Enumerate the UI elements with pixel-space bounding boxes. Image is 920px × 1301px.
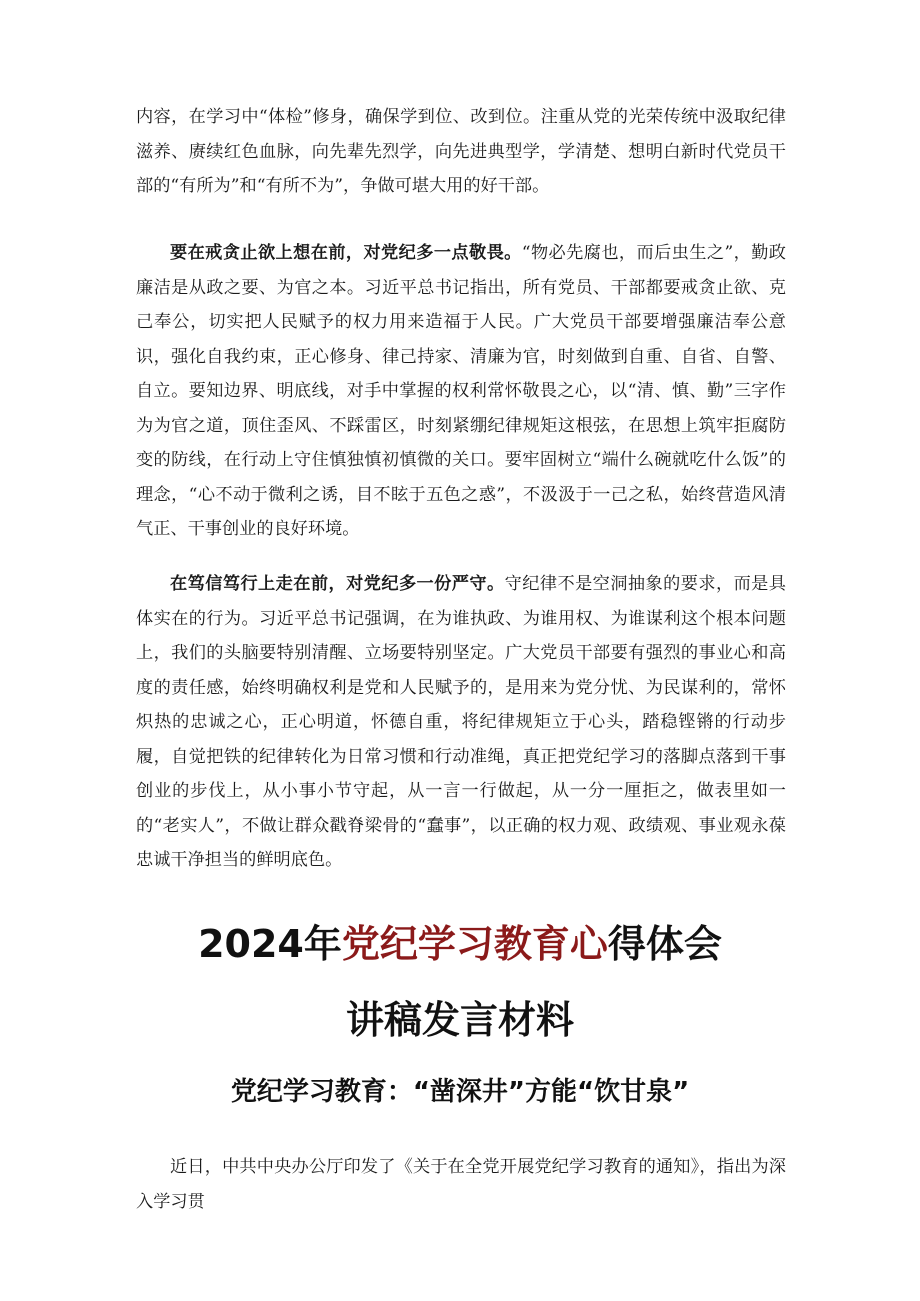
paragraph-body: 守纪律不是空洞抽象的要求，而是具体实在的行为。习近平总书记强调，在为谁执政、为谁用权、为谁谋利这个根本问题上，我们的头脑要特别清醒、立场要特别坚定。广大党员干部要有强烈的事业心和高度的责任感，始终明确权利是党和人民赋予的，是用来为党分忧、为民谋利的，常怀炽热的忠诚之心，正心明道，怀德自重，将纪律规矩立于心头，踏稳铿锵的行动步履，自觉把铁的纪律转化为日常习惯和行动准绳，真正把党纪学习的落脚点落到干事创业的步伐上，从小事小节守起，从一言一行做起，从一分一厘拒之，做表里如一的“老实人”，不做让群众戳脊梁骨的“蠢事”，以正确的权力观、政绩观、事业观永葆忠诚干净担当的鲜明底色。 [136, 574, 786, 870]
paragraph-lead: 要在戒贪止欲上想在前，对党纪多一点敬畏。 [170, 243, 522, 263]
document-title-line1 [0, 918, 920, 970]
paragraph-lead: 在笃信笃行上走在前，对党纪多一份严守。 [170, 574, 505, 594]
paragraph-awe-discipline [136, 236, 786, 547]
title-prefix: 2024年 [198, 922, 342, 966]
paragraph-body: “物必先腐也，而后虫生之”，勤政廉洁是从政之要、为官之本。习近平总书记指出，所有党员、干部都要戒贪止欲、克己奉公，切实把人民赋予的权力用来造福于人民。广大党员干部要增强廉洁奉公意识，强化自我约束，正心修身、律己持家、清廉为官，时刻做到自重、自省、自警、自立。要知边界、明底线，对手中掌握的权利常怀敬畏之心，以“清、慎、勤”三字作为为官之道，顶住歪风、不踩雷区，时刻紧绷纪律规矩这根弦，在思想上筑牢拒腐防变的防线，在行动上守住慎独慎初慎微的关口。要牢固树立“端什么碗就吃什么饭”的理念，“心不动于微利之诱，目不眩于五色之惑”，不汲汲于一己之私，始终营造风清气正、干事创业的良好环境。 [136, 243, 786, 539]
document-title-line2: 讲稿发言材料 [345, 998, 574, 1042]
document-subtitle: 党纪学习教育：“凿深井”方能“饮甘泉” [230, 1077, 690, 1107]
paragraph-continued: 内容，在学习中“体检”修身，确保学到位、改到位。注重从党的光荣传统中汲取纪律滋养、赓续红色血脉，向先辈先烈学，向先进典型学，学清楚、想明白新时代党员干部的“有所为”和“有所不为”，争做可堪大用的好干部。 [136, 107, 786, 196]
title-accent: 党纪学习教育心 [341, 922, 608, 966]
paragraph-strict-discipline [136, 567, 786, 878]
paragraph-intro: 近日，中共中央办公厅印发了《关于在全党开展党纪学习教育的通知》，指出为深入学习贯 [136, 1157, 786, 1212]
title-suffix: 得体会 [607, 922, 722, 966]
